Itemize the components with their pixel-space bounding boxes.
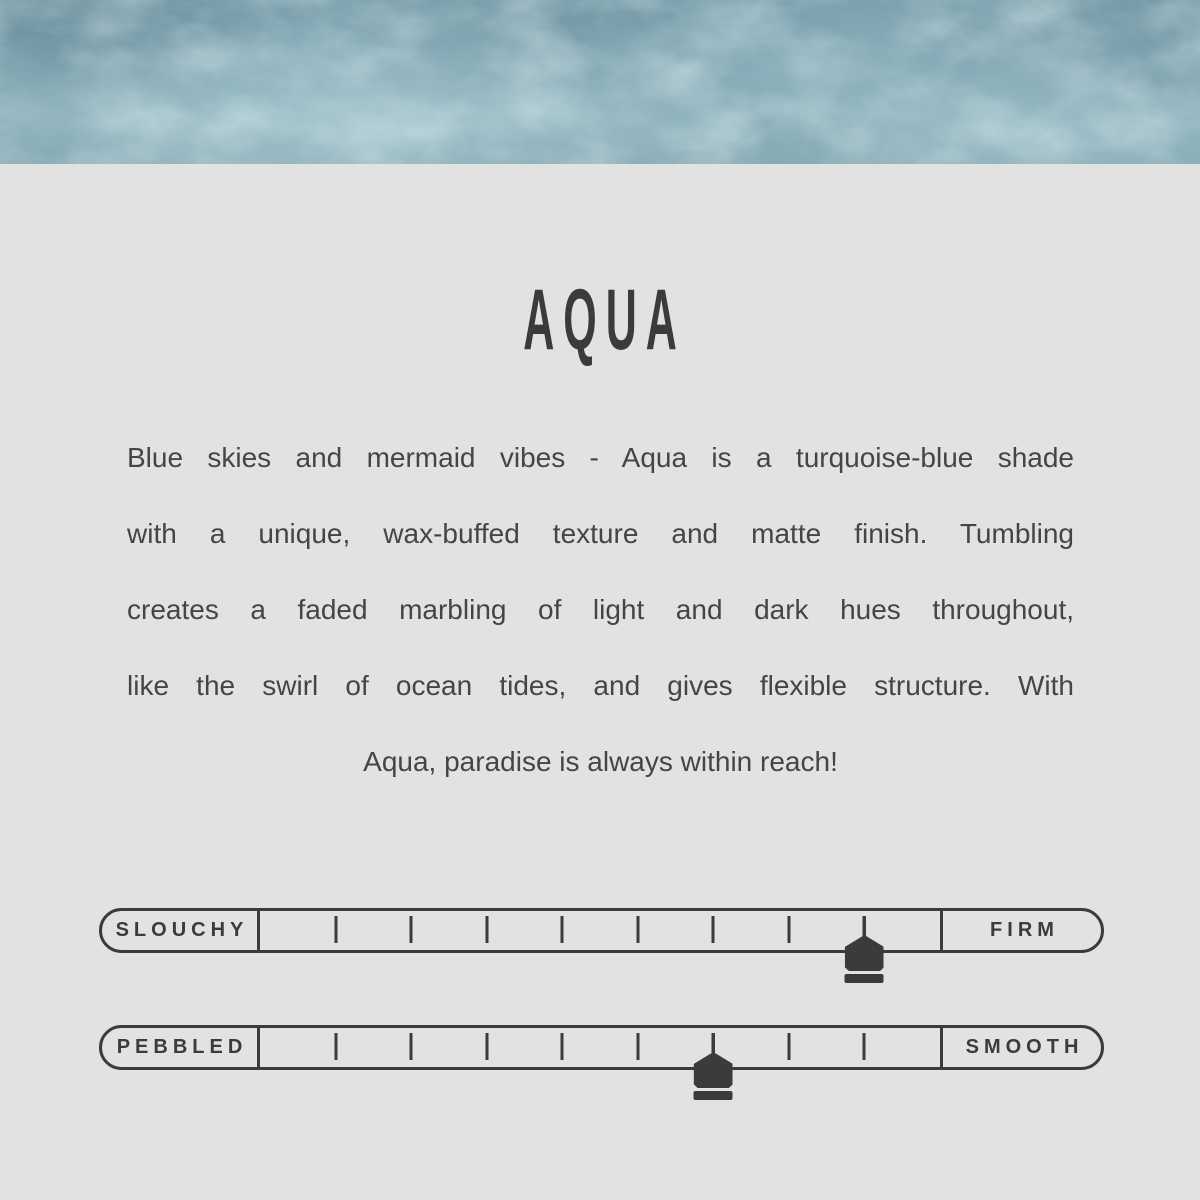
marker-base	[845, 974, 884, 983]
description-line: Aqua, paradise is always within reach!	[363, 746, 838, 777]
description-line: Blue skies and mermaid vibes - Aqua is a turquoise-blue shade	[127, 442, 1074, 473]
leather-swatch-banner	[0, 0, 1200, 164]
color-name-title: AQUA	[523, 272, 686, 368]
scale-tick	[485, 1033, 488, 1060]
scale-tick	[334, 916, 337, 943]
scale-left-label: SLOUCHY	[115, 919, 249, 941]
scale-tick	[787, 916, 790, 943]
scale-tick	[561, 916, 564, 943]
scale-right-section	[940, 911, 1101, 950]
marker-base	[694, 1091, 733, 1100]
scale-tick	[334, 1033, 337, 1060]
color-description	[127, 420, 1074, 800]
scale-left-section	[102, 911, 260, 950]
scale-track	[260, 1028, 940, 1067]
scale-tick	[712, 916, 715, 943]
texture-scale	[99, 1025, 1104, 1070]
scale-left-section	[102, 1028, 260, 1067]
scale-tick	[410, 916, 413, 943]
scale-right-label: SMOOTH	[965, 1036, 1084, 1058]
scale-tick	[410, 1033, 413, 1060]
scale-tick	[863, 916, 866, 943]
description-line: like the swirl of ocean tides, and gives flexible structure. With	[127, 670, 1074, 701]
scale-track	[260, 911, 940, 950]
scale-right-section	[940, 1028, 1101, 1067]
scale-tick	[787, 1033, 790, 1060]
scale-tick	[712, 1033, 715, 1060]
scale-left-label: PEBBLED	[116, 1036, 248, 1058]
description-line: with a unique, wax-buffed texture and matte finish. Tumbling	[127, 518, 1074, 549]
scale-tick	[485, 916, 488, 943]
scale-right-label: FIRM	[990, 919, 1059, 941]
description-line: creates a faded marbling of light and dark hues throughout,	[127, 594, 1074, 625]
scale-tick	[561, 1033, 564, 1060]
structure-scale	[99, 908, 1104, 953]
leather-texture-noise	[0, 0, 1200, 164]
scale-tick	[863, 1033, 866, 1060]
scale-tick	[636, 1033, 639, 1060]
scale-tick	[636, 916, 639, 943]
